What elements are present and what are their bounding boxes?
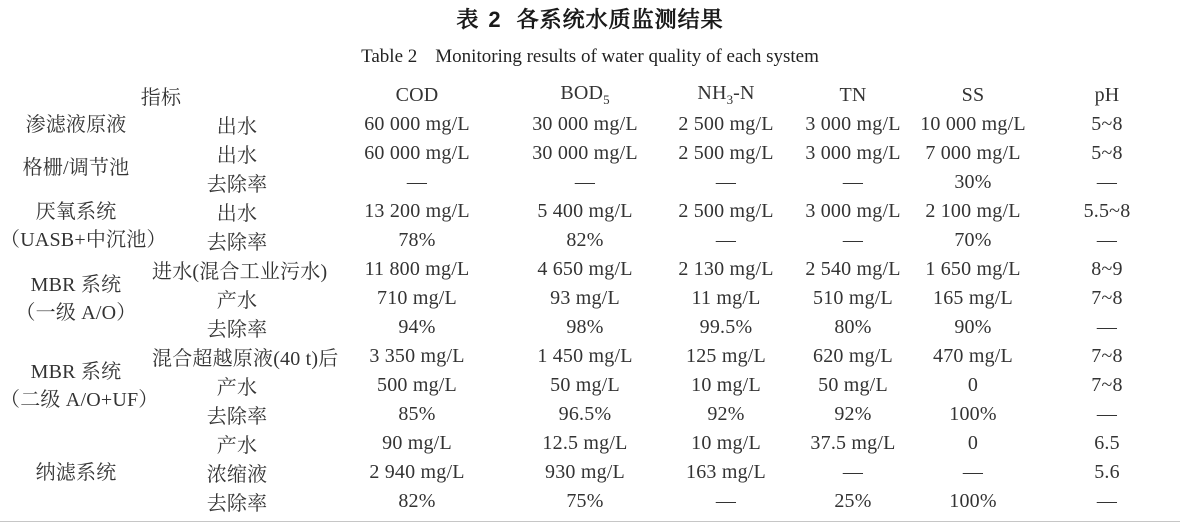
value-cell: 3 000 mg/L: [805, 142, 901, 164]
col-header-nh3n: $NH_3-N$: [697, 82, 755, 107]
value-cell: 25%: [834, 490, 872, 512]
value-cell: 100%: [949, 403, 997, 425]
value-cell: —: [842, 171, 864, 193]
value-cell: —: [1096, 229, 1118, 251]
row-label-cell: 去除率: [206, 406, 268, 428]
value-cell: 3 000 mg/L: [805, 113, 901, 135]
value-cell: 5~8: [1091, 113, 1123, 135]
value-cell: 92%: [834, 403, 872, 425]
table-row: [0, 255, 1180, 284]
value-cell: 10 mg/L: [691, 432, 761, 454]
row-label-cell: 去除率: [206, 319, 268, 341]
value-cell: 92%: [707, 403, 745, 425]
value-cell: 11 800 mg/L: [364, 258, 470, 280]
col-header-ss: SS: [961, 83, 985, 106]
col-header-bod5: $BOD_5$: [560, 82, 610, 107]
table-row: [0, 487, 1180, 516]
row-label-cell: 浓缩液: [206, 464, 268, 486]
system-name-line: 格栅/调节池: [22, 157, 130, 179]
table-title-en: [0, 45, 1180, 69]
row-label-cell: 出水: [216, 116, 258, 138]
results-table: [0, 80, 1180, 516]
value-cell: 5.5~8: [1083, 200, 1131, 222]
value-cell: 4 650 mg/L: [537, 258, 633, 280]
table-number-en: Table 2: [361, 46, 418, 67]
value-cell: 7 000 mg/L: [925, 142, 1021, 164]
col-header-cod: COD: [395, 83, 439, 106]
value-cell: 30 000 mg/L: [532, 142, 638, 164]
value-cell: —: [842, 461, 864, 483]
value-cell: 80%: [834, 316, 872, 338]
value-cell: 0: [967, 432, 979, 454]
value-cell: 10 mg/L: [691, 374, 761, 396]
value-cell: 165 mg/L: [933, 287, 1013, 309]
value-cell: 2 940 mg/L: [369, 461, 465, 483]
table-title-zh-text: 各系统水质监测结果: [516, 7, 724, 32]
value-cell: —: [715, 229, 737, 251]
value-cell: 930 mg/L: [545, 461, 625, 483]
value-cell: 7~8: [1091, 345, 1123, 367]
col-header-tn: TN: [839, 83, 867, 106]
value-cell: 70%: [954, 229, 992, 251]
table-row: [0, 400, 1180, 429]
value-cell: —: [1096, 403, 1118, 425]
value-cell: 100%: [949, 490, 997, 512]
header-row: [0, 80, 1180, 110]
row-label-cell: 产水: [216, 377, 258, 399]
row-label-cell: 进水(混合工业污水): [152, 261, 328, 283]
table-row: [0, 342, 1180, 371]
table-row: [0, 110, 1180, 139]
value-cell: 75%: [566, 490, 604, 512]
system-name-line: MBR 系统: [30, 273, 122, 296]
table-row: [0, 429, 1180, 458]
system-cell: [0, 429, 152, 516]
value-cell: 500 mg/L: [377, 374, 457, 396]
value-cell: 7~8: [1091, 287, 1123, 309]
system-name-line: 纳滤系统: [35, 461, 117, 484]
value-cell: 94%: [398, 316, 436, 338]
value-cell: 2 500 mg/L: [678, 113, 774, 135]
value-cell: 98%: [566, 316, 604, 338]
value-cell: 5.6: [1094, 461, 1120, 483]
value-cell: —: [715, 490, 737, 512]
table-row: [0, 371, 1180, 400]
table-row: [0, 226, 1180, 255]
value-cell: 50 mg/L: [818, 374, 888, 396]
system-name-line: （一级 A/O）: [15, 301, 137, 324]
row-label-cell: 去除率: [206, 232, 268, 254]
value-cell: 78%: [398, 229, 436, 251]
value-cell: 11 mg/L: [691, 287, 761, 309]
value-cell: 0: [967, 374, 979, 396]
value-cell: 90 mg/L: [382, 432, 452, 454]
system-cell: [0, 255, 152, 342]
system-cell: [0, 342, 159, 429]
value-cell: 5 400 mg/L: [537, 200, 633, 222]
value-cell: 7~8: [1091, 374, 1123, 396]
col-header-indicator: 指标: [140, 86, 182, 109]
table-bottom-rule: [0, 521, 1180, 522]
table-row: [0, 168, 1180, 197]
table-row: [0, 458, 1180, 487]
value-cell: —: [1096, 490, 1118, 512]
table-row: [0, 139, 1180, 168]
value-cell: 12.5 mg/L: [542, 432, 628, 454]
value-cell: 5~8: [1091, 142, 1123, 164]
value-cell: 2 100 mg/L: [925, 200, 1021, 222]
value-cell: 6.5: [1094, 432, 1120, 454]
value-cell: 30%: [954, 171, 992, 193]
value-cell: 10 000 mg/L: [920, 113, 1026, 135]
table-title-zh: [0, 0, 1180, 33]
system-name-line: （二级 A/O+UF）: [0, 388, 159, 411]
value-cell: 50 mg/L: [550, 374, 620, 396]
value-cell: 96.5%: [558, 403, 612, 425]
value-cell: 2 130 mg/L: [678, 258, 774, 280]
value-cell: 163 mg/L: [686, 461, 766, 483]
row-label-cell: 出水: [216, 203, 258, 225]
value-cell: 510 mg/L: [813, 287, 893, 309]
row-label-cell: 混合超越原液(40 t)后: [152, 348, 339, 370]
col-header-ph: pH: [1094, 83, 1120, 106]
table-row: [0, 284, 1180, 313]
value-cell: —: [842, 229, 864, 251]
table-row: [0, 313, 1180, 342]
value-cell: —: [715, 171, 737, 193]
value-cell: —: [574, 171, 596, 193]
value-cell: —: [406, 171, 428, 193]
row-label-cell: 去除率: [206, 493, 268, 515]
table-row: [0, 197, 1180, 226]
table-number-zh: 表 2: [456, 7, 503, 32]
system-name-line: 厌氧系统: [35, 201, 117, 223]
value-cell: 2 500 mg/L: [678, 142, 774, 164]
value-cell: —: [962, 461, 984, 483]
value-cell: 82%: [398, 490, 436, 512]
table-body: [0, 110, 1180, 516]
value-cell: 60 000 mg/L: [364, 113, 470, 135]
system-cell: [0, 110, 152, 139]
row-label-cell: 产水: [216, 435, 258, 457]
system-name-line: （UASB+中沉池）: [0, 229, 167, 251]
system-name-line: 渗滤液原液: [25, 113, 127, 136]
value-cell: —: [1096, 171, 1118, 193]
value-cell: 85%: [398, 403, 436, 425]
system-cell: [0, 197, 167, 255]
table-title-en-text: Monitoring results of water quality of each system: [435, 46, 819, 67]
value-cell: 125 mg/L: [686, 345, 766, 367]
system-cell: [0, 139, 152, 197]
value-cell: 90%: [954, 316, 992, 338]
value-cell: 470 mg/L: [933, 345, 1013, 367]
row-label-cell: 出水: [216, 145, 258, 167]
value-cell: 93 mg/L: [550, 287, 620, 309]
table-header: [0, 80, 1180, 110]
row-label-cell: 去除率: [206, 174, 268, 196]
value-cell: 2 500 mg/L: [678, 200, 774, 222]
value-cell: 3 000 mg/L: [805, 200, 901, 222]
value-cell: 2 540 mg/L: [805, 258, 901, 280]
value-cell: 60 000 mg/L: [364, 142, 470, 164]
row-label-cell: 产水: [216, 290, 258, 312]
value-cell: 99.5%: [699, 316, 753, 338]
value-cell: 710 mg/L: [377, 287, 457, 309]
value-cell: 13 200 mg/L: [364, 200, 470, 222]
value-cell: 8~9: [1091, 258, 1123, 280]
value-cell: 3 350 mg/L: [369, 345, 465, 367]
value-cell: —: [1096, 316, 1118, 338]
value-cell: 620 mg/L: [813, 345, 893, 367]
value-cell: 1 650 mg/L: [925, 258, 1021, 280]
value-cell: 30 000 mg/L: [532, 113, 638, 135]
value-cell: 82%: [566, 229, 604, 251]
value-cell: 1 450 mg/L: [537, 345, 633, 367]
value-cell: 37.5 mg/L: [810, 432, 896, 454]
system-name-line: MBR 系统: [30, 360, 122, 383]
